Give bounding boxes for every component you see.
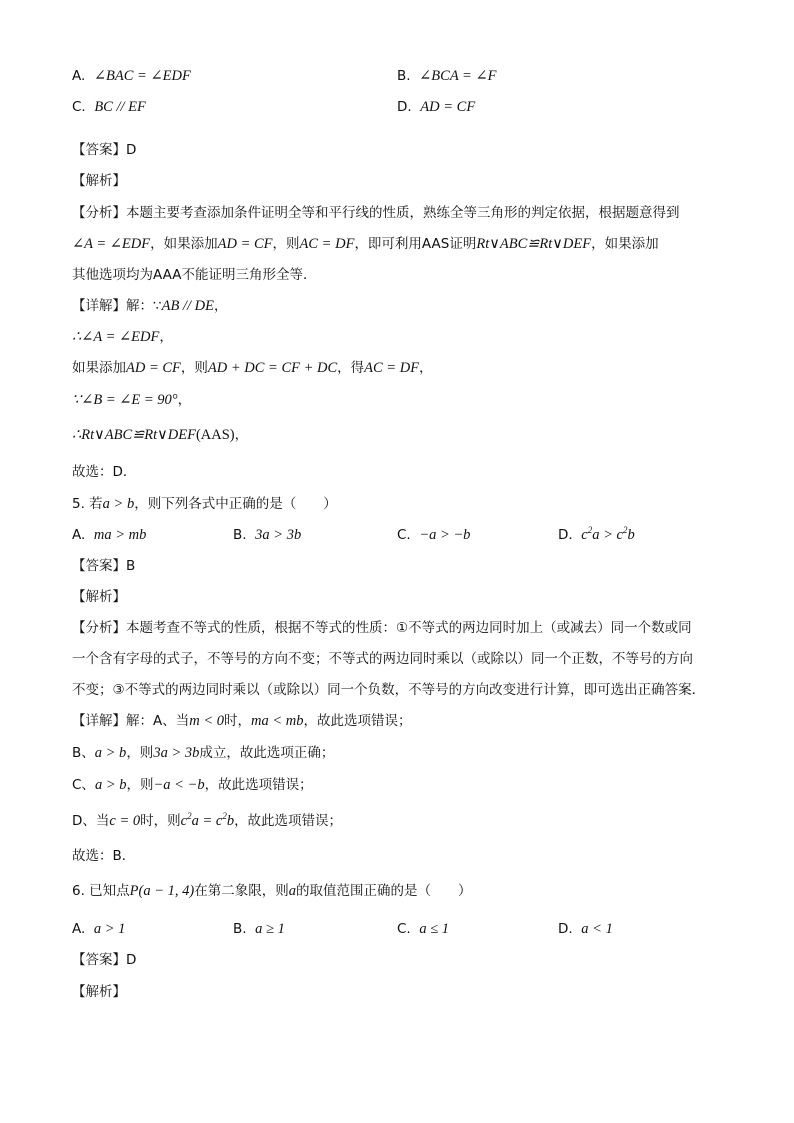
text: ，则 (180, 360, 208, 376)
option-expr: 3a > 3b (255, 527, 302, 543)
fenxi-tag: 【分析】 (72, 205, 126, 221)
q4-answer (72, 140, 136, 160)
text: 6. 已知点 (72, 883, 130, 899)
math: a = c (191, 813, 223, 829)
text: ，故此选项错误； (303, 713, 412, 729)
math: ∵∠B = ∠E = 90° (72, 392, 178, 408)
option-label: D. (558, 921, 573, 937)
math: ∠A = ∠EDF (72, 236, 151, 252)
q4-fenxi-line-3: 其他选项均为AAA不能证明三角形全等． (72, 267, 317, 283)
option-label: D. (558, 527, 573, 543)
xiangjie-tag: 【详解】 (72, 298, 126, 314)
math: AD = CF (217, 236, 273, 252)
text: D、当 (72, 813, 110, 829)
fenxi-tag: 【分析】 (72, 620, 126, 636)
math: c (180, 813, 188, 829)
math: c (581, 527, 588, 543)
text: ， (159, 329, 173, 345)
answer-value: D (126, 952, 137, 968)
text: 解：∵ (126, 298, 162, 314)
q4-xiangjie-line-4 (72, 390, 191, 410)
option-expr: ∠BAC = ∠EDF (93, 68, 191, 84)
math: AD + DC = CF + DC (207, 360, 338, 376)
option-label: B. (233, 921, 247, 937)
q4-xiangjie-line-6: 故选：D． (72, 464, 137, 480)
q5-xiangjie-line-5: 故选：B． (72, 848, 136, 864)
option-label: C. (397, 527, 411, 543)
q5-option-a (72, 525, 146, 545)
text: 在第二象限，则 (194, 883, 289, 899)
q4-xiangjie-line-3 (72, 358, 433, 378)
q4-analysis-heading: 【解析】 (72, 173, 126, 189)
answer-tag: 【答案】 (72, 558, 126, 574)
math: c = 0 (109, 813, 141, 829)
option-expr: BC // EF (94, 99, 146, 115)
text: 5. 若 (72, 496, 103, 512)
q5-option-d (558, 525, 635, 545)
text: B、 (72, 745, 95, 761)
q5-answer (72, 556, 135, 576)
q5-fenxi-line-2: 一个含有字母的式子，不等号的方向不变；不等式的两边同时乘以（或除以）同一个正数，不等号的方向 (72, 651, 693, 667)
q4-xiangjie-line-5 (72, 425, 248, 445)
option-expr: a ≤ 1 (419, 921, 450, 937)
text: ，如果添加 (150, 236, 218, 252)
text: ， (177, 392, 192, 408)
q6-stem (72, 881, 471, 901)
text: ，则 (272, 236, 300, 252)
math: b (627, 527, 635, 543)
q4-option-a (72, 66, 191, 86)
option-expr: a ≥ 1 (255, 921, 285, 937)
text: ，如果添加 (591, 236, 659, 252)
text: 解：A、当 (126, 713, 190, 729)
text: ，则下列各式中正确的是（ ） (134, 496, 337, 512)
q4-fenxi-line-1 (72, 203, 680, 223)
superscript: 2 (222, 811, 227, 822)
option-expr: ∠BCA = ∠F (419, 68, 497, 84)
option-label: C. (397, 921, 411, 937)
text: ， (234, 427, 249, 443)
superscript: 2 (587, 525, 593, 536)
option-label: C. (72, 99, 86, 115)
text: 的取值范围正确的是（ ） (295, 883, 472, 899)
option-expr: a < 1 (581, 921, 613, 937)
math: ∴Rt∨ABC≌Rt∨DEF (72, 427, 196, 443)
q6-option-c (397, 919, 449, 939)
math: a > b (94, 777, 127, 793)
text: ， (419, 360, 433, 376)
answer-tag: 【答案】 (72, 952, 126, 968)
q5-xiangjie-line-2 (72, 743, 334, 763)
math: ∴∠A = ∠EDF (72, 329, 160, 345)
answer-value: B (126, 558, 136, 574)
option-label: A. (72, 68, 86, 84)
q5-option-c (397, 525, 470, 545)
text: ，即可利用AAS证明 (354, 236, 477, 252)
q5-stem (72, 494, 337, 514)
fenxi-text: 本题主要考查添加条件证明全等和平行线的性质，熟练全等三角形的判定依据，根据题意得到 (126, 205, 680, 221)
option-expr: AD = CF (420, 99, 476, 115)
math: b (226, 813, 235, 829)
math: 3a > 3b (153, 745, 200, 761)
text: ，故此选项错误； (234, 813, 343, 829)
q6-analysis-heading: 【解析】 (72, 984, 126, 1000)
q4-fenxi-line-2 (72, 234, 659, 254)
math: a > b (94, 745, 127, 761)
math: Rt∨ABC≌Rt∨DEF (476, 236, 592, 252)
q6-option-b (233, 919, 285, 939)
superscript: 2 (187, 811, 192, 822)
option-expr: a > 1 (93, 921, 126, 937)
text: ，则 (126, 777, 154, 793)
q6-option-d (558, 919, 613, 939)
text: 如果添加 (72, 360, 126, 376)
fenxi-text: 本题考查不等式的性质，根据不等式的性质：①不等式的两边同时加上（或减去）同一个数或同 (126, 620, 692, 636)
math: a > b (102, 496, 135, 512)
option-expr: ma > mb (93, 527, 147, 543)
option-label: D. (397, 99, 412, 115)
q5-analysis-heading: 【解析】 (72, 589, 126, 605)
q6-option-a (72, 919, 125, 939)
math: AB // DE (161, 298, 214, 314)
q5-xiangjie-line-4 (72, 811, 342, 831)
option-label: B. (397, 68, 411, 84)
math: AC = DF (364, 360, 420, 376)
math (181, 813, 234, 829)
option-expr (581, 527, 634, 543)
xiangjie-tag: 【详解】 (72, 713, 126, 729)
q4-xiangjie-line-2 (72, 327, 173, 347)
math: P(a − 1, 4) (129, 883, 195, 899)
math: (AAS) (195, 427, 235, 443)
q5-option-b (233, 525, 301, 545)
text: ，得 (337, 360, 365, 376)
answer-value: D (126, 142, 137, 158)
option-label: B. (233, 527, 247, 543)
option-label: A. (72, 921, 86, 937)
q4-xiangjie-line-1 (72, 296, 227, 316)
q5-xiangjie-line-1 (72, 711, 412, 731)
q4-option-b (397, 66, 496, 86)
math: a (288, 883, 296, 899)
math: −a < −b (153, 777, 205, 793)
q6-answer (72, 950, 136, 970)
text: 时， (224, 713, 252, 729)
text: ， (213, 298, 228, 314)
q4-option-d (397, 97, 475, 117)
q5-fenxi-line-1 (72, 618, 692, 638)
answer-tag: 【答案】 (72, 142, 126, 158)
text: ，则 (126, 745, 154, 761)
q5-fenxi-line-3: 不变；③不等式的两边同时乘以（或除以）同一个负数，不等号的方向改变进行计算，即可选出正确答案． (72, 682, 706, 698)
text: ，故此选项错误； (204, 777, 313, 793)
text: C、 (72, 777, 95, 793)
text: 成立，故此选项正确； (199, 745, 335, 761)
math: AC = DF (299, 236, 355, 252)
q5-xiangjie-line-3 (72, 775, 313, 795)
math: m < 0 (189, 713, 225, 729)
math: a > c (592, 527, 623, 543)
math: AD = CF (126, 360, 181, 376)
option-expr: −a > −b (419, 527, 471, 543)
superscript: 2 (622, 525, 628, 536)
q4-option-c (72, 97, 146, 117)
text: 时，则 (140, 813, 181, 829)
math: ma < mb (251, 713, 304, 729)
option-label: A. (72, 527, 86, 543)
